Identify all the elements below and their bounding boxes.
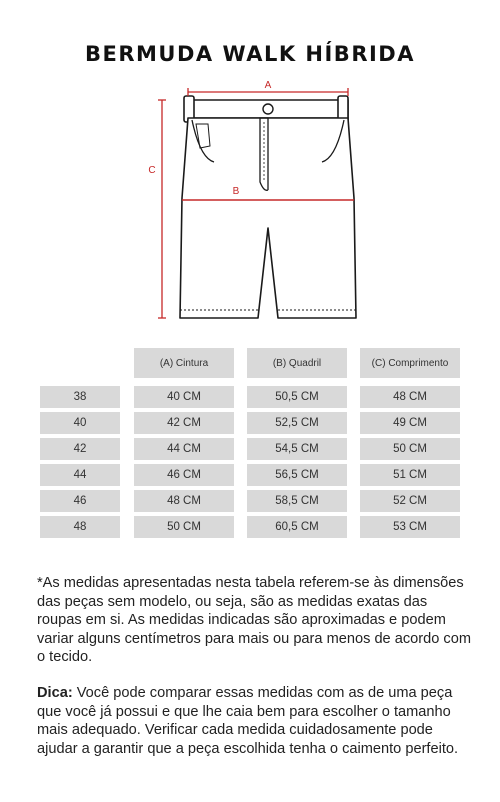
header-cintura: (A) Cintura: [134, 348, 234, 378]
quadril-cell: 56,5 CM: [247, 464, 347, 486]
quadril-cell: 50,5 CM: [247, 386, 347, 408]
measure-a-label: A: [264, 80, 272, 91]
size-cell: 38: [40, 386, 120, 408]
quadril-cell: 52,5 CM: [247, 412, 347, 434]
comprimento-cell: 53 CM: [360, 516, 460, 538]
comprimento-cell: 52 CM: [360, 490, 460, 512]
cintura-cell: 42 CM: [134, 412, 234, 434]
comprimento-cell: 49 CM: [360, 412, 460, 434]
cintura-cell: 48 CM: [134, 490, 234, 512]
comprimento-cell: 50 CM: [360, 438, 460, 460]
quadril-cell: 60,5 CM: [247, 516, 347, 538]
shorts-diagram: [140, 78, 370, 330]
size-cell: 42: [40, 438, 120, 460]
page-title: BERMUDA WALK HÍBRIDA: [85, 42, 415, 66]
header-comprimento: (C) Comprimento: [360, 348, 460, 378]
quadril-cell: 54,5 CM: [247, 438, 347, 460]
size-cell: 40: [40, 412, 120, 434]
button-icon: [263, 104, 273, 114]
cintura-cell: 44 CM: [134, 438, 234, 460]
comprimento-cell: 51 CM: [360, 464, 460, 486]
measure-c-label: C: [148, 165, 156, 176]
tip-text: Você pode comparar essas medidas com as de uma peça que você já possui e que lhe caia bem para escolher o tamanho mais adequado. Verificar cada medida cuidadosamente pode ajudar a garantir que a peça escolhida tenha o caimento perfeito.: [37, 685, 459, 757]
cintura-cell: 50 CM: [134, 516, 234, 538]
comprimento-cell: 48 CM: [360, 386, 460, 408]
header-quadril: (B) Quadril: [247, 348, 347, 378]
tip-paragraph: [37, 684, 473, 758]
measure-b-label: B: [232, 186, 240, 197]
measurement-note: *As medidas apresentadas nesta tabela referem-se às dimensões das peças sem modelo, ou seja, são as medidas exatas das roupas em si. As medidas indicadas são aproximadas e podem variar alguns centímetros para mais ou para menos de acordo com o tecido.: [37, 575, 471, 665]
size-cell: 48: [40, 516, 120, 538]
tip-label: Dica:: [37, 685, 73, 701]
cintura-cell: 46 CM: [134, 464, 234, 486]
quadril-cell: 58,5 CM: [247, 490, 347, 512]
cintura-cell: 40 CM: [134, 386, 234, 408]
size-cell: 44: [40, 464, 120, 486]
size-cell: 46: [40, 490, 120, 512]
